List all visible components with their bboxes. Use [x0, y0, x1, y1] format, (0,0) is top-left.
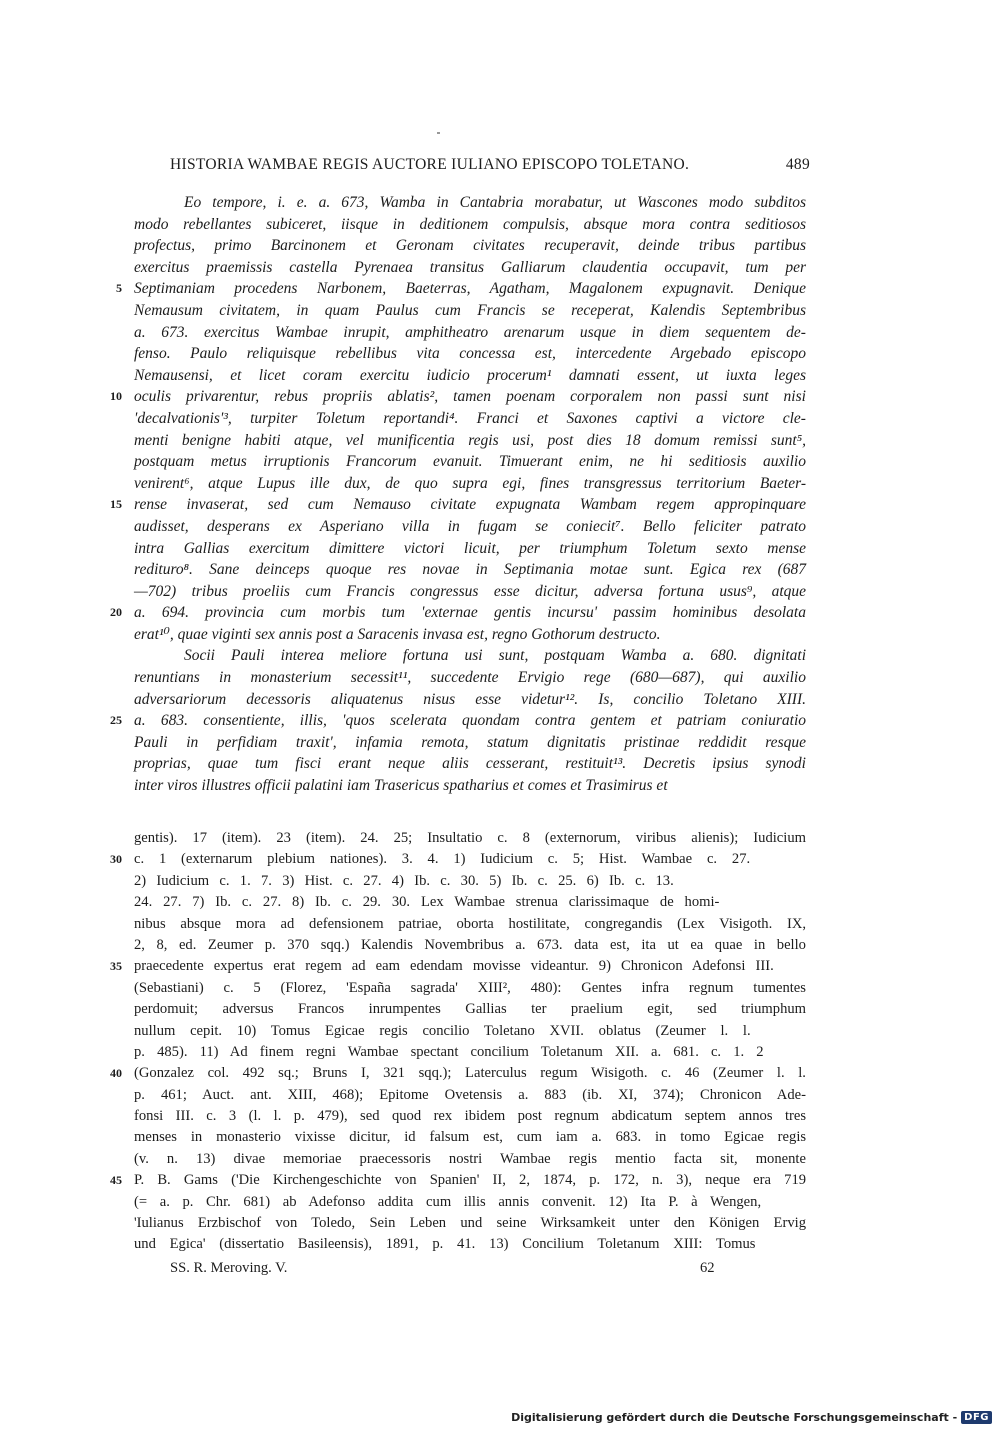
footnote-line — [134, 978, 806, 999]
line-text: nullum cepit. 10) Tomus Egicae regis concilio Toletano XVII. oblatus (Zeumer l. l. — [134, 1022, 751, 1039]
line-number: 25 — [110, 713, 122, 728]
footnote-line — [134, 935, 806, 956]
line-text: proprias, quae tum fisci erant neque aliis cesserant, restituit¹³. Decretis ipsius synodi — [134, 755, 806, 773]
dfg-credit — [511, 1411, 992, 1424]
line-text: P. B. Gams ('Die Kirchengeschichte von Spanien' II, 2, 1874, p. 172, n. 3), neque era 719 — [134, 1172, 807, 1189]
line-text: audisset, desperans ex Asperiano villa in fugam se coniecit⁷. Bello feliciter patrato — [134, 517, 807, 535]
line-text: (Gonzalez col. 492 sq.; Bruns I, 321 sqq.); Laterculus regum Wisigoth. c. 46 (Zeumer l. l. — [134, 1065, 806, 1082]
line-text: oculis privarentur, rebus propriis ablatis², tamen poenam corporalem non passi sunt nisi — [134, 388, 806, 406]
line-text: praecedente expertus erat regem ad eam edendam movisse videantur. 9) Chronicon Adefonsi III. — [134, 958, 774, 975]
line-number: 10 — [110, 389, 122, 404]
footnote-line — [110, 849, 806, 870]
line-text: 'Iulianus Erzbischof von Toledo, Sein Leben und seine Wirksamkeit unter den Königen Ervig — [134, 1215, 806, 1232]
line-text: a. 683. consentiente, illis, 'quos scelerata quondam contra gentem et patriam coniuratio — [134, 712, 807, 730]
text-line — [134, 235, 806, 257]
footnote-line — [134, 1149, 806, 1170]
footnotes-block — [110, 828, 807, 1256]
line-text: fonsi III. c. 3 (l. l. p. 479), sed quod rex ibidem post regnum abdicatum septem annos tres — [134, 1108, 807, 1125]
line-text: a. 673. exercitus Wambae inrupit, amphitheatro arenarum usque in diem sequentem de- — [134, 323, 806, 341]
line-text: c. 1 (externarum plebium nationes). 3. 4. 1) Iudicium c. 5; Hist. Wambae c. 27. — [134, 851, 751, 868]
text-line — [134, 559, 806, 581]
line-text: profectus, primo Barcinonem et Geronam civitates recuperavit, deinde tribus partibus — [134, 237, 807, 255]
text-line — [134, 192, 806, 214]
line-text: menses in monasterio vixisse dicitur, id falsum est, cum iam a. 683. in tomo Egicae regis — [134, 1129, 807, 1146]
line-text: 2) Iudicium c. 1. 7. 3) Hist. c. 27. 4) Ib. c. 30. 5) Ib. c. 25. 6) Ib. c. 13. — [134, 872, 674, 889]
line-text: 24. 27. 7) Ib. c. 27. 8) Ib. c. 29. 30. Lex Wambae strenua clarissimaque de homi- — [134, 894, 720, 911]
line-text: Socii Pauli interea meliore fortuna usi sunt, postquam Wamba a. 680. dignitati — [184, 647, 807, 665]
text-line — [134, 473, 806, 495]
text-line — [134, 516, 806, 538]
text-line — [134, 430, 806, 452]
line-text: 2, 8, ed. Zeumer p. 370 sqq.) Kalendis Novembribus a. 673. data est, ita ut ea quae in bello — [134, 936, 806, 953]
footnote-line — [134, 1127, 806, 1148]
line-text: —702) tribus proeliis cum Francis congressus esse dicitur, adversa fortuna usus⁹, atque — [134, 582, 807, 600]
line-text: (= a. p. Chr. 681) ab Adefonso addita cum illis annis convenit. 12) Ita P. à Wengen, — [134, 1193, 762, 1210]
text-line — [110, 386, 806, 408]
line-text: a. 694. provincia cum morbis tum 'externae gentis incursu' passim hominibus desolata — [134, 604, 806, 622]
footnote-line — [110, 956, 806, 977]
line-text: redituro⁸. Sane deinceps quoque res novae in Septimania motae sunt. Egica rex (687 — [134, 561, 807, 579]
line-text: gentis). 17 (item). 23 (item). 24. 25; Insultatio c. 8 (externorum, viribus alienis); Iudicium — [134, 830, 806, 846]
footnote-line — [134, 1042, 806, 1063]
header-title: HISTORIA WAMBAE REGIS AUCTORE IULIANO EPISCOPO TOLETANO. — [170, 156, 690, 173]
footnote-line — [134, 914, 806, 935]
line-text: und Egica' (dissertatio Basileensis), 1891, p. 41. 13) Concilium Toletanum XIII: Tomus — [134, 1236, 756, 1253]
line-number: 30 — [110, 852, 122, 867]
line-number: 20 — [110, 605, 122, 620]
line-text: Pauli in perfidiam traxit', infamia remota, statum dignitatis pristinae reddidit resque — [134, 733, 806, 751]
text-line — [134, 408, 806, 430]
text-line — [134, 689, 806, 711]
text-line — [116, 278, 807, 300]
line-text: venirent⁶, atque Lupus ille dux, de quo supra egi, fines transgressus territorium Baeter- — [134, 474, 806, 492]
footnote-line — [134, 892, 806, 913]
line-number: 15 — [110, 497, 122, 512]
text-line — [134, 343, 806, 365]
line-text: 'decalvationis'³, turpiter Toletum reportandi⁴. Franci et Saxones captivi a victore cle- — [134, 409, 806, 427]
footnote-line — [134, 828, 806, 849]
text-line — [110, 602, 806, 624]
line-text: fenso. Paulo reliquisque rebellibus vita concessa est, intercedente Argebado episcopo — [134, 345, 806, 363]
footnote-line — [110, 1170, 807, 1191]
text-line — [110, 494, 806, 516]
footnote-line — [134, 1021, 806, 1042]
text-line — [134, 451, 806, 473]
footnote-line — [134, 999, 806, 1020]
text-line — [134, 322, 806, 344]
text-line — [134, 300, 806, 322]
line-text: Septimaniam procedens Narbonem, Baeterras, Agatham, Magalonem expugnavit. Denique — [134, 280, 807, 298]
line-text: intra Gallias exercitum dimittere victori licuit, per triumphum Toletum sexto mense — [134, 539, 807, 557]
text-line — [134, 624, 806, 646]
line-text: Nemausensi, et licet coram exercitu iudicio procerum¹ damnati essent, ut iuxta leges — [134, 366, 807, 384]
line-text: exercitus praemissis castella Pyrenaea transitus Galliarum claudentia occupavit, tum per — [134, 258, 807, 276]
footnote-line — [134, 1106, 806, 1127]
line-text: modo rebellantes subiceret, iisque in deditionem compulsis, absque mora contra seditiosos — [134, 215, 806, 233]
text-line — [134, 753, 806, 775]
footnote-line — [134, 1213, 806, 1234]
main-text-block — [110, 192, 807, 797]
text-line — [134, 732, 806, 754]
line-number: 5 — [116, 281, 122, 296]
line-text: Eo tempore, i. e. a. 673, Wamba in Cantabria morabatur, ut Wascones modo subditos — [184, 194, 807, 211]
line-text: menti benigne habiti atque, vel munificentia regis usi, post dies 18 domum remissi sunt⁵, — [134, 431, 806, 449]
signature-mark: SS. R. Meroving. V. — [170, 1260, 288, 1276]
text-line — [134, 214, 806, 236]
line-text: postquam metus irruptionis Francorum evanuit. Timuerant enim, ne hi seditiosis auxilio — [134, 453, 806, 471]
line-text: p. 485). 11) Ad finem regni Wambae spectant concilium Toletanum XII. a. 681. c. 1. 2 — [134, 1043, 764, 1060]
text-line — [134, 365, 806, 387]
line-text: renuntians in monasterium secessit¹¹, succedente Ervigio rege (680—687), qui auxilio — [134, 669, 806, 687]
line-number: 45 — [110, 1173, 122, 1188]
line-text: nibus absque mora ad defensionem patriae, oborta hostilitate, congregandis (Lex Visigoth. IX, — [134, 915, 807, 932]
footnote-line — [134, 871, 806, 892]
sheet-number: 62 — [700, 1260, 715, 1276]
dfg-logo: DFG — [961, 1411, 992, 1424]
page-number: 489 — [785, 156, 810, 173]
line-text: inter viros illustres officii palatini iam Trasericus spatharius et comes et Trasimirus et — [134, 777, 668, 795]
line-text: erat¹⁰, quae viginti sex annis post a Saracenis invasa est, regno Gothorum destructo. — [134, 625, 661, 643]
line-text: rense invaserat, sed cum Nemauso civitate expugnata Wambam regem appropinquare — [134, 496, 806, 514]
footnote-line — [134, 1234, 806, 1255]
line-text: perdomuit; adversus Francos inrumpentes Gallias ter praelium egit, sed triumphum — [134, 1001, 807, 1018]
text-line — [134, 538, 806, 560]
printer-mark — [437, 132, 440, 134]
footnote-line — [134, 1192, 806, 1213]
text-line — [134, 257, 806, 279]
footnote-line — [134, 1085, 806, 1106]
text-line — [134, 775, 806, 797]
footnote-line — [110, 1063, 806, 1084]
line-text: p. 461; Auct. ant. XIII, 468); Epitome Ovetensis a. 883 (ib. XI, 374); Chronicon Ade- — [134, 1086, 806, 1103]
line-text: (Sebastiani) c. 5 (Florez, 'España sagrada' XIII², 480): Gentes infra regnum tumentes — [134, 979, 806, 996]
line-text: (v. n. 13) divae memoriae praecessoris nostri Wambae regis mentio facta sit, monente — [134, 1150, 806, 1167]
line-text: adversariorum decessoris aliquatenus nisus esse videtur¹². Is, concilio Toletano XIII. — [134, 690, 806, 708]
text-line — [110, 710, 807, 732]
text-line — [134, 581, 806, 603]
line-number: 40 — [110, 1066, 122, 1081]
line-number: 35 — [110, 959, 122, 974]
text-line — [134, 645, 806, 667]
text-line — [134, 667, 806, 689]
line-text: Nemausum civitatem, in quam Paulus cum Francis se receperat, Kalendis Septembribus — [134, 301, 807, 319]
dfg-credit-text: Digitalisierung gefördert durch die Deutsche Forschungsgemeinschaft - — [511, 1411, 958, 1424]
